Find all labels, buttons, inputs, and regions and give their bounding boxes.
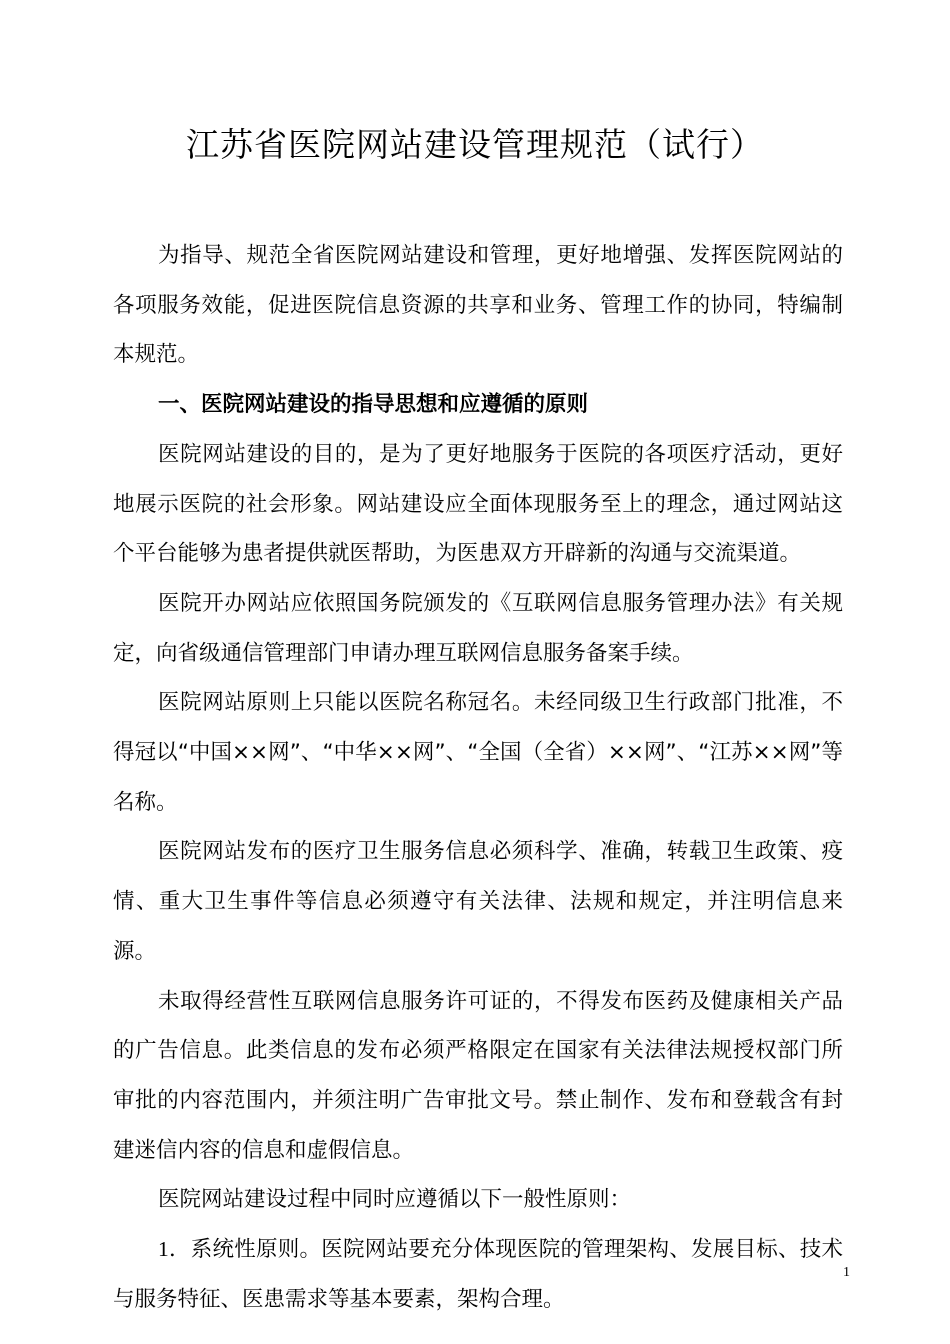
list-item-text: 系统性原则。医院网站要充分体现医院的管理架构、发展目标、技术与服务特征、医患需求等基本要素，架构合理。 (113, 1237, 843, 1312)
paragraph-information-accuracy: 医院网站发布的医疗卫生服务信息必须科学、准确，转载卫生政策、疫情、重大卫生事件等信息必须遵守有关法律、法规和规定，并注明信息来源。 (113, 839, 843, 964)
paragraph-general-principles: 医院网站建设过程中同时应遵循以下一般性原则： (158, 1187, 632, 1213)
section-heading-1: 一、医院网站建设的指导思想和应遵循的原则 (158, 392, 589, 418)
list-item-1 (113, 1225, 843, 1324)
document-body (113, 231, 843, 1324)
intro-paragraph: 为指导、规范全省医院网站建设和管理，更好地增强、发挥医院网站的各项服务效能，促进医院信息资源的共享和业务、管理工作的协同，特编制本规范。 (113, 243, 843, 368)
list-item-number: 1． (158, 1237, 191, 1262)
paragraph-advertising: 未取得经营性互联网信息服务许可证的，不得发布医药及健康相关产品的广告信息。此类信息的发布必须严格限定在国家有关法律法规授权部门所审批的内容范围内，并须注明广告审批文号。禁止制作、发布和登载含有封建迷信内容的信息和虚假信息。 (113, 988, 843, 1163)
paragraph-naming: 医院网站原则上只能以医院名称冠名。未经同级卫生行政部门批准，不得冠以“中国××网”、“中华××网”、“全国（全省）××网”、“江苏××网”等名称。 (113, 690, 843, 815)
document-title: 江苏省医院网站建设管理规范（试行） (186, 125, 764, 165)
page-number: 1 (843, 1265, 850, 1280)
paragraph-purpose: 医院网站建设的目的，是为了更好地服务于医院的各项医疗活动，更好地展示医院的社会形象。网站建设应全面体现服务至上的理念，通过网站这个平台能够为患者提供就医帮助，为医患双方开辟新的沟通与交流渠道。 (113, 441, 843, 567)
paragraph-registration: 医院开办网站应依照国务院颁发的《互联网信息服务管理办法》有关规定，向省级通信管理部门申请办理互联网信息服务备案手续。 (113, 590, 843, 666)
